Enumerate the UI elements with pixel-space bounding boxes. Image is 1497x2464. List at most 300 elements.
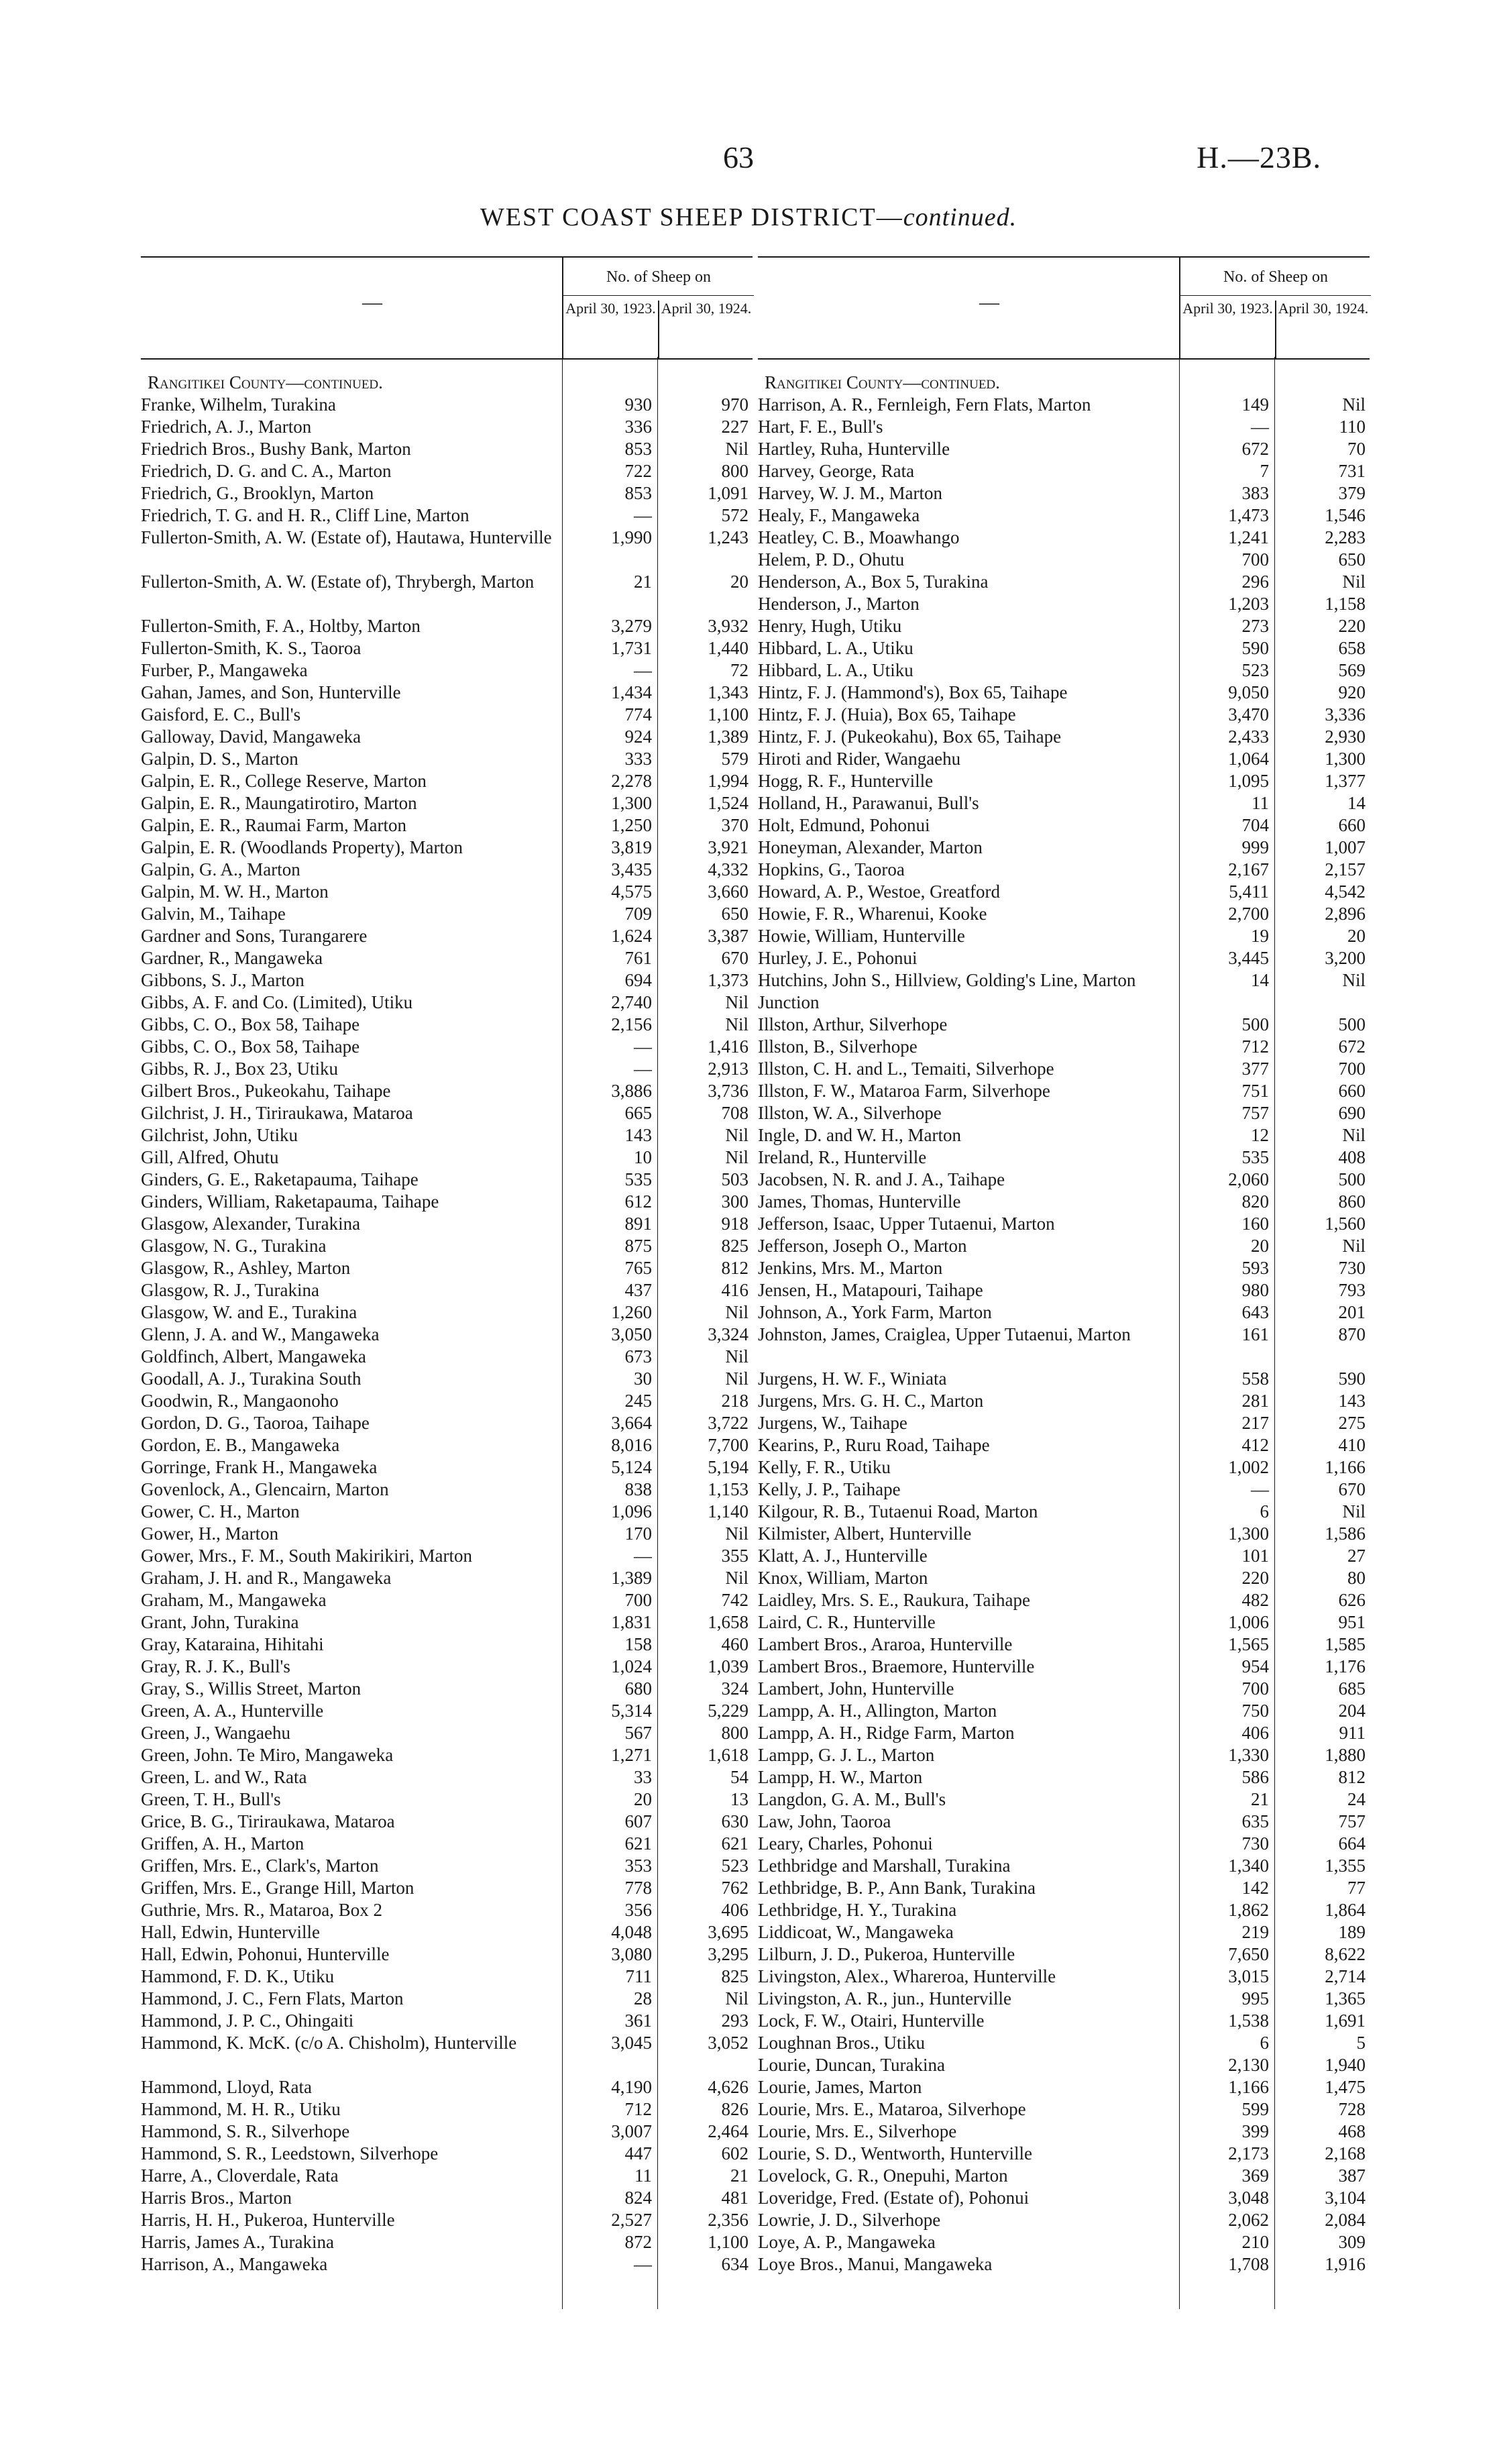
sheep-1924: Nil: [725, 1147, 748, 1167]
sheep-1924: 812: [721, 1258, 748, 1278]
sheep-1923: 399: [1241, 2121, 1269, 2141]
table-row: [758, 1434, 1370, 1456]
sheep-1923: 8,016: [611, 1435, 652, 1455]
table-row: [758, 2253, 1370, 2275]
sheep-1924: 1,158: [1325, 594, 1366, 614]
sheep-1923: 353: [624, 1856, 652, 1876]
table-row: [758, 1479, 1370, 1501]
table-row: [758, 2143, 1370, 2165]
owner-name: Kearins, P., Ruru Road, Taihape: [758, 1435, 990, 1455]
sheep-1923: 999: [1241, 837, 1269, 857]
table-row: [141, 2209, 753, 2231]
table-row: [141, 1811, 753, 1833]
table-row: [758, 1921, 1370, 1943]
owner-name: Gilchrist, John, Utiku: [141, 1125, 298, 1145]
sheep-1924: 110: [1339, 417, 1366, 437]
column-1923: April 30, 1923.: [1180, 301, 1276, 358]
sheep-1924: 1,560: [1325, 1214, 1366, 1234]
sheep-1923: 1,095: [1228, 771, 1269, 791]
table-row: [141, 726, 753, 748]
table-row: [141, 1346, 753, 1368]
sheep-1924: 2,896: [1325, 904, 1366, 924]
sheep-1924: Nil: [725, 1988, 748, 2008]
table-row: [758, 1788, 1370, 1811]
sheep-1924: 1,355: [1325, 1856, 1366, 1876]
sheep-1923: 1,300: [1228, 1523, 1269, 1544]
sheep-1923: 5,314: [611, 1701, 652, 1721]
column-1924: April 30, 1924.: [661, 300, 752, 317]
table-row: [758, 1611, 1370, 1633]
table-row: [758, 1390, 1370, 1412]
owner-name: Furber, P., Mangaweka: [141, 660, 308, 680]
table-row: [141, 504, 753, 527]
table-row: [758, 1456, 1370, 1479]
sheep-1924: 870: [1338, 1324, 1366, 1344]
sheep-1923: 930: [624, 394, 652, 415]
column-1923: April 30, 1923.: [563, 301, 659, 358]
sheep-1924: Nil: [725, 1369, 748, 1389]
sheep-1923: 1,990: [611, 527, 652, 547]
owner-name: Lourie, Duncan, Turakina: [758, 2055, 945, 2075]
owner-name: Gibbs, C. O., Box 58, Taihape: [141, 1014, 360, 1034]
sheep-1923: 220: [1241, 1568, 1269, 1588]
owner-name: Hiroti and Rider, Wangaehu: [758, 749, 961, 769]
document-reference: H.—23B.: [1197, 140, 1321, 174]
sheep-1924: Nil: [1342, 394, 1366, 415]
sheep-1923: 1,002: [1228, 1457, 1269, 1477]
owner-name: Lethbridge, H. Y., Turakina: [758, 1900, 957, 1920]
owner-name: Hibbard, L. A., Utiku: [758, 660, 913, 680]
owner-name: Jensen, H., Matapouri, Taihape: [758, 1280, 983, 1300]
owner-name: Jurgens, Mrs. G. H. C., Marton: [758, 1391, 984, 1411]
table-row: [141, 2253, 753, 2275]
sheep-1924: 416: [721, 1280, 748, 1300]
table-row: [758, 2054, 1370, 2076]
sheep-1923: 2,062: [1228, 2210, 1269, 2230]
sheep-1924: 5,229: [708, 1701, 748, 1721]
sheep-1924: 700: [1338, 1059, 1366, 1079]
sheep-1923: 11: [1252, 793, 1269, 813]
section-heading: Rangitikei County—continued.: [765, 372, 1000, 392]
sheep-1923: 820: [1241, 1191, 1269, 1212]
owner-name: Ireland, R., Hunterville: [758, 1147, 927, 1167]
sheep-1923: 219: [1241, 1922, 1269, 1942]
left-table: [141, 256, 753, 2309]
owner-name: Johnston, James, Craiglea, Upper Tutaenui, Marton: [758, 1324, 1131, 1344]
table-row: [758, 969, 1370, 1014]
sheep-1923: 1,340: [1228, 1856, 1269, 1876]
owner-name: Gibbons, S. J., Marton: [141, 970, 304, 990]
owner-name: Hall, Edwin, Pohonui, Hunterville: [141, 1944, 390, 1964]
table-row: [141, 1479, 753, 1501]
sheep-1924: 3,324: [708, 1324, 748, 1344]
owner-name: Harvey, W. J. M., Marton: [758, 483, 942, 503]
owner-name: Gibbs, R. J., Box 23, Utiku: [141, 1059, 339, 1079]
table-row: [141, 1833, 753, 1855]
owner-name: Hammond, F. D. K., Utiku: [141, 1966, 335, 1986]
sheep-1923: 750: [1241, 1701, 1269, 1721]
sheep-1923: 7: [1260, 461, 1269, 481]
sheep-1924: 579: [721, 749, 748, 769]
sheep-1924: 1,916: [1325, 2254, 1366, 2274]
table-row: [141, 615, 753, 637]
sheep-1924: 24: [1347, 1789, 1366, 1809]
owner-name: Lilburn, J. D., Pukeroa, Hunterville: [758, 1944, 1015, 1964]
sheep-1923: 599: [1241, 2099, 1269, 2119]
owner-name: Henderson, J., Marton: [758, 594, 920, 614]
sheep-1923: 523: [1241, 660, 1269, 680]
sheep-1923: —: [1251, 1479, 1269, 1499]
owner-name: Law, John, Taoroa: [758, 1811, 891, 1831]
owner-name: Kilgour, R. B., Tutaenui Road, Marton: [758, 1501, 1038, 1521]
sheep-1924: 1,416: [708, 1036, 748, 1057]
sheep-1923: 712: [624, 2099, 652, 2119]
table-row: [141, 416, 753, 438]
sheep-1923: 672: [1241, 439, 1269, 459]
table-row: [141, 837, 753, 859]
owner-name: Glasgow, W. and E., Turakina: [141, 1302, 357, 1322]
sheep-1923: 5,124: [611, 1457, 652, 1477]
sheep-1924: 825: [721, 1236, 748, 1256]
sheep-1924: 825: [721, 1966, 748, 1986]
table-row: [758, 837, 1370, 859]
sheep-1924: 670: [1338, 1479, 1366, 1499]
table-row: [758, 704, 1370, 726]
sheep-1923: 612: [624, 1191, 652, 1212]
sheep-1923: 1,731: [611, 638, 652, 658]
owner-name: Laird, C. R., Hunterville: [758, 1612, 936, 1632]
sheep-1924: 189: [1338, 1922, 1366, 1942]
owner-name: Lourie, James, Marton: [758, 2077, 922, 2097]
sheep-1924: 3,660: [708, 881, 748, 902]
owner-name: Gorringe, Frank H., Mangaweka: [141, 1457, 378, 1477]
owner-name: Galloway, David, Mangaweka: [141, 727, 362, 747]
sheep-1923: 995: [1241, 1988, 1269, 2008]
sheep-1924: 293: [721, 2011, 748, 2031]
sheep-1924: 8,622: [1325, 1944, 1366, 1964]
sheep-1924: 72: [730, 660, 748, 680]
sheep-1924: 220: [1338, 616, 1366, 636]
sheep-1924: 406: [721, 1900, 748, 1920]
table-row: [758, 460, 1370, 482]
owner-name: Lourie, S. D., Wentworth, Hunterville: [758, 2143, 1033, 2163]
sheep-1923: —: [634, 660, 652, 680]
owner-name: Hintz, F. J. (Pukeokahu), Box 65, Taihape: [758, 727, 1062, 747]
sheep-1924: 1,343: [708, 682, 748, 702]
sheep-1923: 680: [624, 1678, 652, 1699]
owner-name: Healy, F., Mangaweka: [758, 505, 920, 525]
sheep-1924: 379: [1338, 483, 1366, 503]
sheep-1923: 333: [624, 749, 652, 769]
sheep-1923: 142: [1241, 1878, 1269, 1898]
table-row: [758, 2231, 1370, 2253]
sheep-1924: 1,153: [708, 1479, 748, 1499]
owner-name: Hintz, F. J. (Huia), Box 65, Taihape: [758, 704, 1016, 725]
sheep-1924: 3,722: [708, 1413, 748, 1433]
owner-name: Honeyman, Alexander, Marton: [758, 837, 983, 857]
sheep-1923: 535: [624, 1169, 652, 1189]
owner-name: Henry, Hugh, Utiku: [758, 616, 902, 636]
sheep-1924: Nil: [725, 1125, 748, 1145]
table-row: [758, 1567, 1370, 1589]
owner-name: Gower, H., Marton: [141, 1523, 279, 1544]
owner-name: Gaisford, E. C., Bull's: [141, 704, 301, 725]
sheep-1923: 361: [624, 2011, 652, 2031]
sheep-1923: 3,050: [611, 1324, 652, 1344]
owner-name: Fullerton-Smith, A. W. (Estate of), Hautawa, Hunterville: [141, 527, 552, 547]
owner-name: Griffen, Mrs. E., Clark's, Marton: [141, 1856, 379, 1876]
table-row: [141, 1213, 753, 1235]
sheep-1923: 2,433: [1228, 727, 1269, 747]
table-row: [141, 770, 753, 792]
table-row: [141, 1124, 753, 1146]
table-row: [758, 2098, 1370, 2121]
table-row: [758, 2076, 1370, 2098]
table-row: [758, 770, 1370, 792]
sheep-1924: 670: [721, 948, 748, 968]
table-row: [758, 1766, 1370, 1788]
sheep-1923: 954: [1241, 1656, 1269, 1676]
owner-name: Illston, W. A., Silverhope: [758, 1103, 942, 1123]
sheep-1923: 1,024: [611, 1656, 652, 1676]
sheep-1923: 6: [1260, 1501, 1269, 1521]
table-row: [758, 1124, 1370, 1146]
table-row: [758, 1169, 1370, 1191]
table-row: [141, 2165, 753, 2187]
owner-name: Illston, B., Silverhope: [758, 1036, 918, 1057]
sheep-1923: 2,740: [611, 992, 652, 1012]
sheep-1923: 2,527: [611, 2210, 652, 2230]
sheep-1924: 1,140: [708, 1501, 748, 1521]
sheep-1924: 812: [1338, 1767, 1366, 1787]
sheep-1923: 700: [1241, 1678, 1269, 1699]
sheep-1923: 1,538: [1228, 2011, 1269, 2031]
sheep-1923: 1,260: [611, 1302, 652, 1322]
sheep-1923: 28: [634, 1988, 652, 2008]
owner-name: Harris, H. H., Pukeroa, Hunterville: [141, 2210, 395, 2230]
sheep-1924: 1,618: [708, 1745, 748, 1765]
sheep-1923: 1,241: [1228, 527, 1269, 547]
sheep-1924: Nil: [1342, 1236, 1366, 1256]
sheep-1924: 621: [721, 1833, 748, 1854]
sheep-1924: Nil: [1342, 572, 1366, 592]
sheep-1924: 80: [1347, 1568, 1366, 1588]
sheep-1923: 383: [1241, 483, 1269, 503]
table-row: [141, 1656, 753, 1678]
sheep-1924: 630: [721, 1811, 748, 1831]
sheep-1923: 590: [1241, 638, 1269, 658]
sheep-1923: 7,650: [1228, 1944, 1269, 1964]
sheep-1923: 281: [1241, 1391, 1269, 1411]
sheep-1924: 70: [1347, 439, 1366, 459]
sheep-1924: 800: [721, 461, 748, 481]
table-row: [758, 2209, 1370, 2231]
owner-name: Gardner, R., Mangaweka: [141, 948, 323, 968]
sheep-1924: Nil: [725, 1568, 748, 1588]
owner-name: Ginders, William, Raketapauma, Taihape: [141, 1191, 439, 1212]
sheep-1924: 911: [1339, 1723, 1366, 1743]
table-row: [758, 1678, 1370, 1700]
sheep-1924: Nil: [725, 1014, 748, 1034]
sheep-1923: 2,173: [1228, 2143, 1269, 2163]
sheep-1923: 643: [1241, 1302, 1269, 1322]
table-row: [758, 1368, 1370, 1390]
owner-name: Langdon, G. A. M., Bull's: [758, 1789, 946, 1809]
sheep-1924: 3,736: [708, 1081, 748, 1101]
sheep-1923: 2,167: [1228, 859, 1269, 879]
sheep-1923: 170: [624, 1523, 652, 1544]
owner-name: Hogg, R. F., Hunterville: [758, 771, 934, 791]
sheep-1924: 800: [721, 1723, 748, 1743]
table-row: [141, 682, 753, 704]
sheep-1923: 673: [624, 1346, 652, 1367]
sheep-1924: 1,007: [1325, 837, 1366, 857]
table-row: [758, 1943, 1370, 1966]
owner-name: Hammond, S. R., Leedstown, Silverhope: [141, 2143, 439, 2163]
table-row: [141, 1877, 753, 1899]
owner-name: Friedrich Bros., Bushy Bank, Marton: [141, 439, 411, 459]
sheep-1923: 924: [624, 727, 652, 747]
sheep-1923: 2,156: [611, 1014, 652, 1034]
owner-name: Hibbard, L. A., Utiku: [758, 638, 913, 658]
owner-name: Gardner and Sons, Turangarere: [141, 926, 368, 946]
owner-name: Graham, M., Mangaweka: [141, 1590, 327, 1610]
owner-name: Holt, Edmund, Pohonui: [758, 815, 930, 835]
sheep-1923: 143: [624, 1125, 652, 1145]
sheep-1923: 875: [624, 1236, 652, 1256]
sheep-1923: 872: [624, 2232, 652, 2252]
table-row: [141, 1545, 753, 1567]
sheep-1924: 672: [1338, 1036, 1366, 1057]
owner-name: Gordon, E. B., Mangaweka: [141, 1435, 340, 1455]
table-row: [141, 2143, 753, 2165]
owner-name: Jefferson, Joseph O., Marton: [758, 1236, 967, 1256]
sheep-1923: 4,190: [611, 2077, 652, 2097]
sheep-1923: 9,050: [1228, 682, 1269, 702]
owner-name: Green, L. and W., Rata: [141, 1767, 307, 1787]
owner-name: Hammond, K. McK. (c/o A. Chisholm), Hunterville: [141, 2033, 517, 2053]
table-row: [141, 1567, 753, 1589]
owner-name: Howie, William, Hunterville: [758, 926, 965, 946]
owner-name: Gower, Mrs., F. M., South Makirikiri, Marton: [141, 1546, 472, 1566]
table-row: [141, 2187, 753, 2209]
table-row: [141, 394, 753, 416]
sheep-1923: 3,819: [611, 837, 652, 857]
owner-name: Livingston, A. R., jun., Hunterville: [758, 1988, 1011, 2008]
owner-name: Jenkins, Mrs. M., Marton: [758, 1258, 943, 1278]
table-row: [758, 859, 1370, 881]
table-row: [758, 1855, 1370, 1877]
sheep-1924: 4,332: [708, 859, 748, 879]
owner-name: Friedrich, A. J., Marton: [141, 417, 312, 437]
table-row: [758, 549, 1370, 571]
sheep-1923: 700: [624, 1590, 652, 1610]
sheep-1924: 468: [1338, 2121, 1366, 2141]
table-row: [758, 1988, 1370, 2010]
sheep-1924: 1,940: [1325, 2055, 1366, 2075]
left-rows: [141, 372, 753, 2275]
table-row: [141, 1235, 753, 1257]
table-row: [758, 1146, 1370, 1169]
sheep-1924: Nil: [1342, 970, 1366, 990]
owner-name: Gray, Kataraina, Hihitahi: [141, 1634, 324, 1654]
table-row: [141, 992, 753, 1014]
sheep-1923: 4,575: [611, 881, 652, 902]
table-header: [758, 256, 1370, 360]
owner-name: Hammond, J. P. C., Ohingaiti: [141, 2011, 354, 2031]
table-row: [141, 1036, 753, 1058]
sheep-1924: 1,691: [1325, 2011, 1366, 2031]
sheep-1923: 980: [1241, 1280, 1269, 1300]
sheep-1923: 149: [1241, 394, 1269, 415]
owner-name: Galpin, G. A., Marton: [141, 859, 300, 879]
sheep-1923: 273: [1241, 616, 1269, 636]
table-row: [141, 1434, 753, 1456]
table-row: [758, 504, 1370, 527]
owner-name: Grice, B. G., Tiriraukawa, Mataroa: [141, 1811, 395, 1831]
table-row: [758, 1722, 1370, 1744]
owner-name: Jurgens, W., Taihape: [758, 1413, 907, 1433]
table-row: [141, 1501, 753, 1523]
sheep-1924: 762: [721, 1878, 748, 1898]
sheep-1924: 300: [721, 1191, 748, 1212]
owner-name: Glenn, J. A. and W., Mangaweka: [141, 1324, 380, 1344]
table-row: [141, 1014, 753, 1036]
sheep-1923: 447: [624, 2143, 652, 2163]
owner-name: Ingle, D. and W. H., Marton: [758, 1125, 961, 1145]
sheep-1924: 1,475: [1325, 2077, 1366, 2097]
sheep-1924: 1,176: [1325, 1656, 1366, 1676]
table-row: [758, 1877, 1370, 1899]
sheep-1923: —: [1251, 417, 1269, 437]
sheep-1924: 626: [1338, 1590, 1366, 1610]
sheep-1924: 4,542: [1325, 881, 1366, 902]
sheep-1923: 891: [624, 1214, 652, 1234]
sheep-1924: 500: [1338, 1169, 1366, 1189]
sheep-1923: 712: [1241, 1036, 1269, 1057]
sheep-1924: 757: [1338, 1811, 1366, 1831]
sheep-1924: 1,100: [708, 704, 748, 725]
table-row: [758, 527, 1370, 549]
sheep-1924: 1,880: [1325, 1745, 1366, 1765]
sheep-1923: 761: [624, 948, 652, 968]
owner-name: Henderson, A., Box 5, Turakina: [758, 572, 989, 592]
sheep-1923: 3,445: [1228, 948, 1269, 968]
sheep-1924: 523: [721, 1856, 748, 1876]
table-row: [758, 1899, 1370, 1921]
table-row: [758, 2010, 1370, 2032]
owner-name: Klatt, A. J., Hunterville: [758, 1546, 928, 1566]
sheep-1924: 1,524: [708, 793, 748, 813]
sheep-1924: 826: [721, 2099, 748, 2119]
table-row: [141, 1324, 753, 1346]
sheep-1924: 500: [1338, 1014, 1366, 1034]
sheep-1923: 853: [624, 439, 652, 459]
owner-name: Leary, Charles, Pohonui: [758, 1833, 933, 1854]
sheep-1924: 408: [1338, 1147, 1366, 1167]
sheep-1923: 3,007: [611, 2121, 652, 2141]
sheep-1924: 660: [1338, 1081, 1366, 1101]
table-row: [141, 1456, 753, 1479]
sheep-1924: 793: [1338, 1280, 1366, 1300]
owner-name: Hall, Edwin, Hunterville: [141, 1922, 320, 1942]
owner-name: Howard, A. P., Westoe, Greatford: [758, 881, 1001, 902]
owner-name: Howie, F. R., Wharenui, Kooke: [758, 904, 987, 924]
owner-name: Lethbridge, B. P., Ann Bank, Turakina: [758, 1878, 1036, 1898]
sheep-1924: 3,336: [1325, 704, 1366, 725]
sheep-1924: 460: [721, 1634, 748, 1654]
sheep-1924: 77: [1347, 1878, 1366, 1898]
